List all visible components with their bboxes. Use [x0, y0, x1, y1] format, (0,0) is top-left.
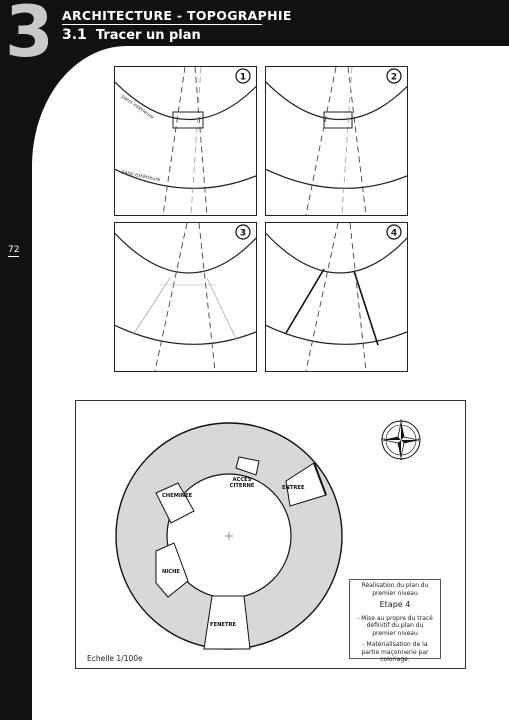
chapter-number: 3: [5, 0, 52, 73]
caption-stage: Etape 4: [379, 600, 411, 609]
step-badge-4-number: 4: [390, 228, 398, 239]
section-title-text: Tracer un plan: [95, 28, 201, 43]
step-panel-3: [114, 222, 257, 372]
step-badge-1-number: 1: [239, 72, 247, 83]
outer-wall-label: paroi extérieure: [120, 169, 161, 184]
section-title: [62, 27, 201, 43]
compass-north: N: [399, 419, 403, 424]
compass-east: E: [417, 437, 421, 443]
room-acces-citerne: ACCES CITERNE: [229, 477, 255, 489]
step-3-drawing: [115, 223, 256, 371]
step-4-drawing: [266, 223, 407, 371]
page-number: 72: [8, 245, 20, 255]
chapter-title: ARCHITECTURE - TOPOGRAPHIE: [62, 8, 292, 23]
step-panel-2: [265, 66, 408, 216]
room-cheminee: CHEMINEE: [162, 493, 193, 499]
caption-heading: Réalisation du plan du premier niveau: [361, 582, 429, 597]
step-1-drawing: [115, 67, 256, 215]
step-2-drawing: [266, 67, 407, 215]
caption-item-2: - Matérialisation de la partie maçonnerie par coloriage.: [361, 641, 429, 663]
step-badge-3-number: 3: [239, 228, 247, 239]
room-niche: NICHE: [162, 569, 180, 575]
step-panel-4: [265, 222, 408, 372]
inner-wall-label: paroi intérieure: [119, 93, 155, 121]
title-divider: [62, 24, 262, 25]
compass-west: W: [381, 437, 385, 443]
caption-item-1: - Mise au propre du tracé définitif du plan du premier niveau: [357, 614, 433, 637]
section-number: 3.1: [62, 27, 87, 43]
step-panel-1: [114, 66, 257, 216]
compass-rose-icon: [381, 419, 421, 461]
step-caption: [349, 579, 441, 663]
room-fenetre: FENETRE: [210, 622, 237, 628]
step-badge-2-number: 2: [390, 72, 398, 83]
scale-label: Echelle 1/100e: [87, 654, 143, 663]
compass-south: S: [399, 456, 403, 461]
room-entree: ENTREE: [282, 485, 305, 491]
